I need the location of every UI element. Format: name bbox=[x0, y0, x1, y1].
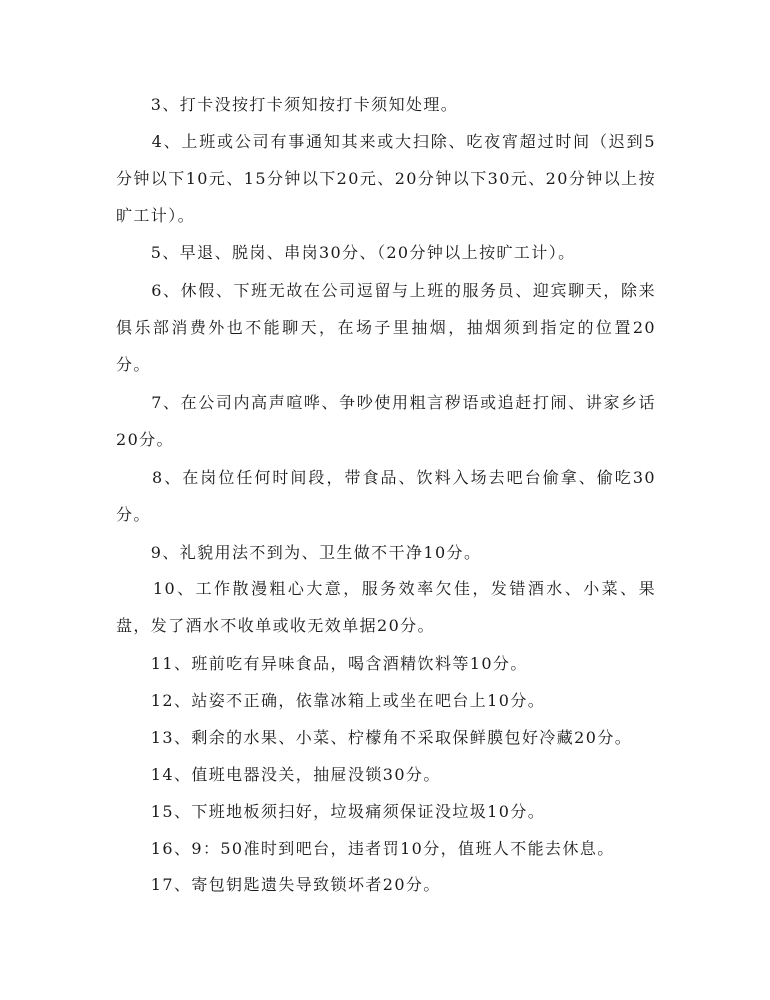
rule-paragraph-14: 14、值班电器没关，抽屉没锁30分。 bbox=[116, 765, 441, 784]
rule-paragraph-12: 12、站姿不正确，依靠冰箱上或坐在吧台上10分。 bbox=[116, 691, 546, 710]
rule-paragraph-10: 10、工作散漫粗心大意，服务效率欠佳，发错酒水、小菜、果盘，发了酒水不收单或收无效单据20分。 bbox=[116, 579, 656, 635]
rule-paragraph-13: 13、剩余的水果、小菜、柠檬角不采取保鲜膜包好冷藏20分。 bbox=[116, 728, 633, 747]
rule-paragraph-17: 17、寄包钥匙遗失导致锁坏者20分。 bbox=[116, 875, 441, 894]
rule-paragraph-8: 8、在岗位任何时间段，带食品、饮料入场去吧台偷拿、偷吃30分。 bbox=[116, 468, 656, 524]
rule-paragraph-5: 5、早退、脱岗、串岗30分、（20分钟以上按旷工计）。 bbox=[116, 243, 576, 262]
rule-paragraph-3: 3、打卡没按打卡须知按打卡须知处理。 bbox=[116, 95, 459, 114]
rule-paragraph-4: 4、上班或公司有事通知其来或大扫除、吃夜宵超过时间（迟到5分钟以下10元、15分钟以下20元、20分钟以下30元、20分钟以上按旷工计）。 bbox=[116, 132, 656, 225]
rule-paragraph-16: 16、9：50准时到吧台，违者罚10分，值班人不能去休息。 bbox=[116, 839, 615, 858]
rule-paragraph-11: 11、班前吃有异味食品，喝含酒精饮料等10分。 bbox=[116, 654, 528, 673]
rule-paragraph-6: 6、休假、下班无故在公司逗留与上班的服务员、迎宾聊天，除来俱乐部消费外也不能聊天，在场子里抽烟，抽烟须到指定的位置20分。 bbox=[116, 281, 656, 374]
rule-paragraph-9: 9、礼貌用法不到为、卫生做不干净10分。 bbox=[116, 543, 482, 562]
rule-paragraph-15: 15、下班地板须扫好，垃圾痛须保证没垃圾10分。 bbox=[116, 802, 546, 821]
rule-paragraph-7: 7、在公司内高声喧哗、争吵使用粗言秽语或追赶打闹、讲家乡话20分。 bbox=[116, 393, 656, 449]
